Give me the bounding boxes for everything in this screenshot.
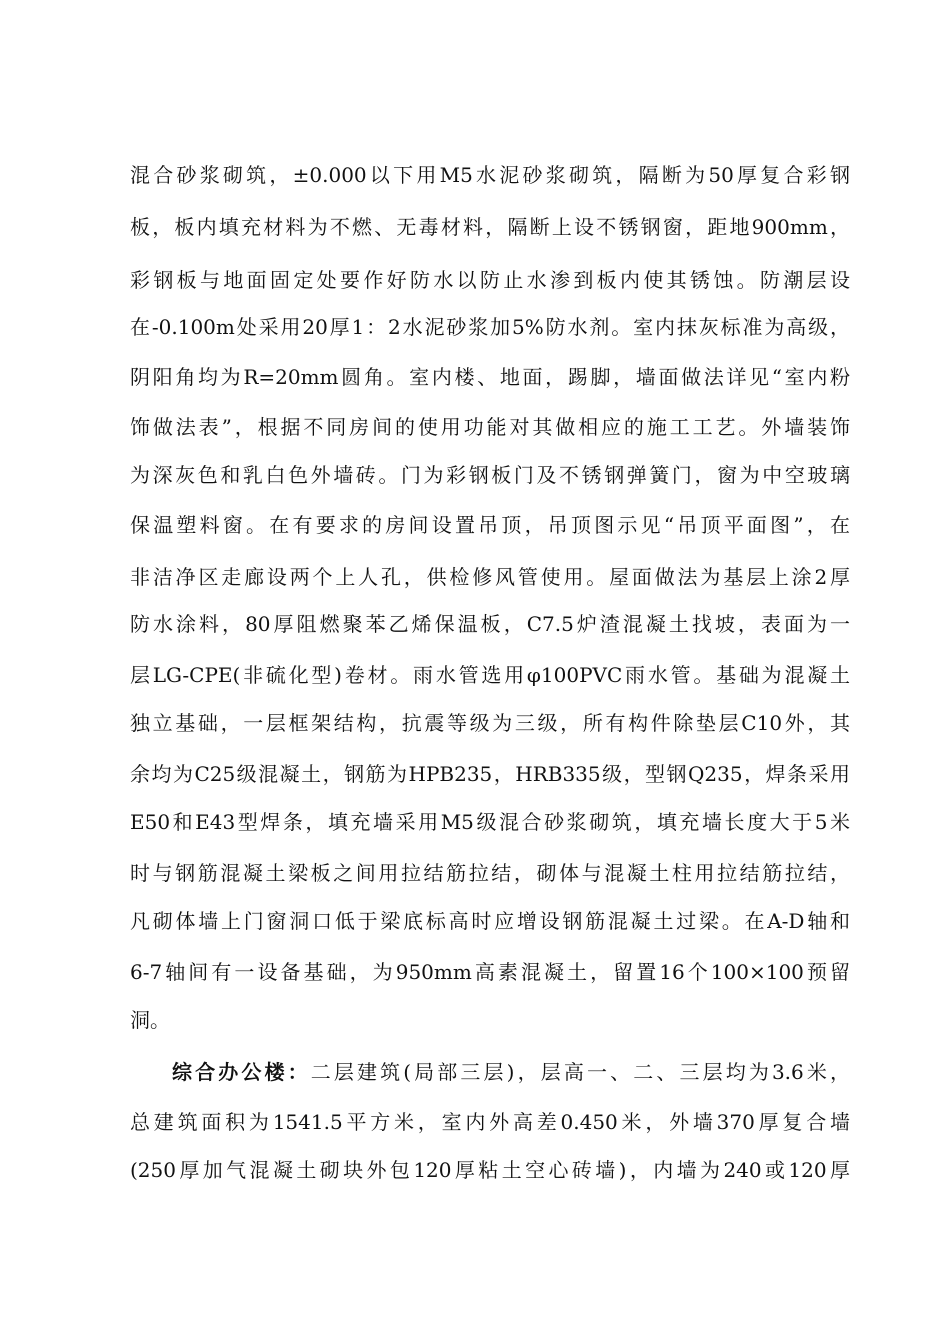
text-line [172, 1052, 850, 1092]
text-line: 饰做法表”，根据不同房间的使用功能对其做相应的施工工艺。外墙装饰 [130, 415, 850, 439]
text-line: (250厚加气混凝土砌块外包120厚粘土空心砖墙)，内墙为240或120厚 [130, 1158, 850, 1182]
text-line: E50和E43型焊条，填充墙采用M5级混合砂浆砌筑，填充墙长度大于5米 [130, 810, 850, 834]
text-line: 在-0.100m处采用20厚1：2水泥砂浆加5%防水剂。室内抹灰标准为高级， [130, 315, 850, 339]
text-line: 余均为C25级混凝土，钢筋为HPB235，HRB335级，型钢Q235，焊条采用 [130, 762, 850, 786]
text-line: 独立基础，一层框架结构，抗震等级为三级，所有构件除垫层C10外，其 [130, 711, 850, 735]
heading-line-text: 二层建筑(局部三层)，层高一、二、三层均为3.6米， [310, 1060, 850, 1084]
text-line: 层LG-CPE(非硫化型)卷材。雨水管选用φ100PVC雨水管。基础为混凝土 [130, 663, 850, 687]
text-line: 总建筑面积为1541.5平方米，室内外高差0.450米，外墙370厚复合墙 [130, 1110, 850, 1134]
text-line: 6-7轴间有一设备基础，为950mm高素混凝土，留置16个100×100预留 [130, 960, 850, 984]
text-line: 混合砂浆砌筑，±0.000以下用M5水泥砂浆砌筑，隔断为50厚复合彩钢 [130, 163, 850, 187]
text-line: 板，板内填充材料为不燃、无毒材料，隔断上设不锈钢窗，距地900mm， [130, 215, 850, 239]
text-line: 保温塑料窗。在有要求的房间设置吊顶，吊顶图示见“吊顶平面图”，在 [130, 513, 850, 537]
text-line: 凡砌体墙上门窗洞口低于梁底标高时应增设钢筋混凝土过梁。在A-D轴和 [130, 909, 850, 933]
text-line: 为深灰色和乳白色外墙砖。门为彩钢板门及不锈钢弹簧门，窗为中空玻璃 [130, 463, 850, 487]
text-line: 洞。 [130, 1008, 170, 1032]
text-line: 防水涂料，80厚阻燃聚苯乙烯保温板，C7.5炉渣混凝土找坡，表面为一 [130, 612, 850, 636]
text-line: 阴阳角均为R=20mm圆角。室内楼、地面，踢脚，墙面做法详见“室内粉 [130, 365, 850, 389]
text-line: 时与钢筋混凝土梁板之间用拉结筋拉结，砌体与混凝土柱用拉结筋拉结， [130, 861, 850, 885]
section-heading: 综合办公楼： [172, 1060, 311, 1084]
text-line: 彩钢板与地面固定处要作好防水以防止水渗到板内使其锈蚀。防潮层设 [130, 268, 850, 292]
text-line: 非洁净区走廊设两个上人孔，供检修风管使用。屋面做法为基层上涂2厚 [130, 565, 850, 589]
